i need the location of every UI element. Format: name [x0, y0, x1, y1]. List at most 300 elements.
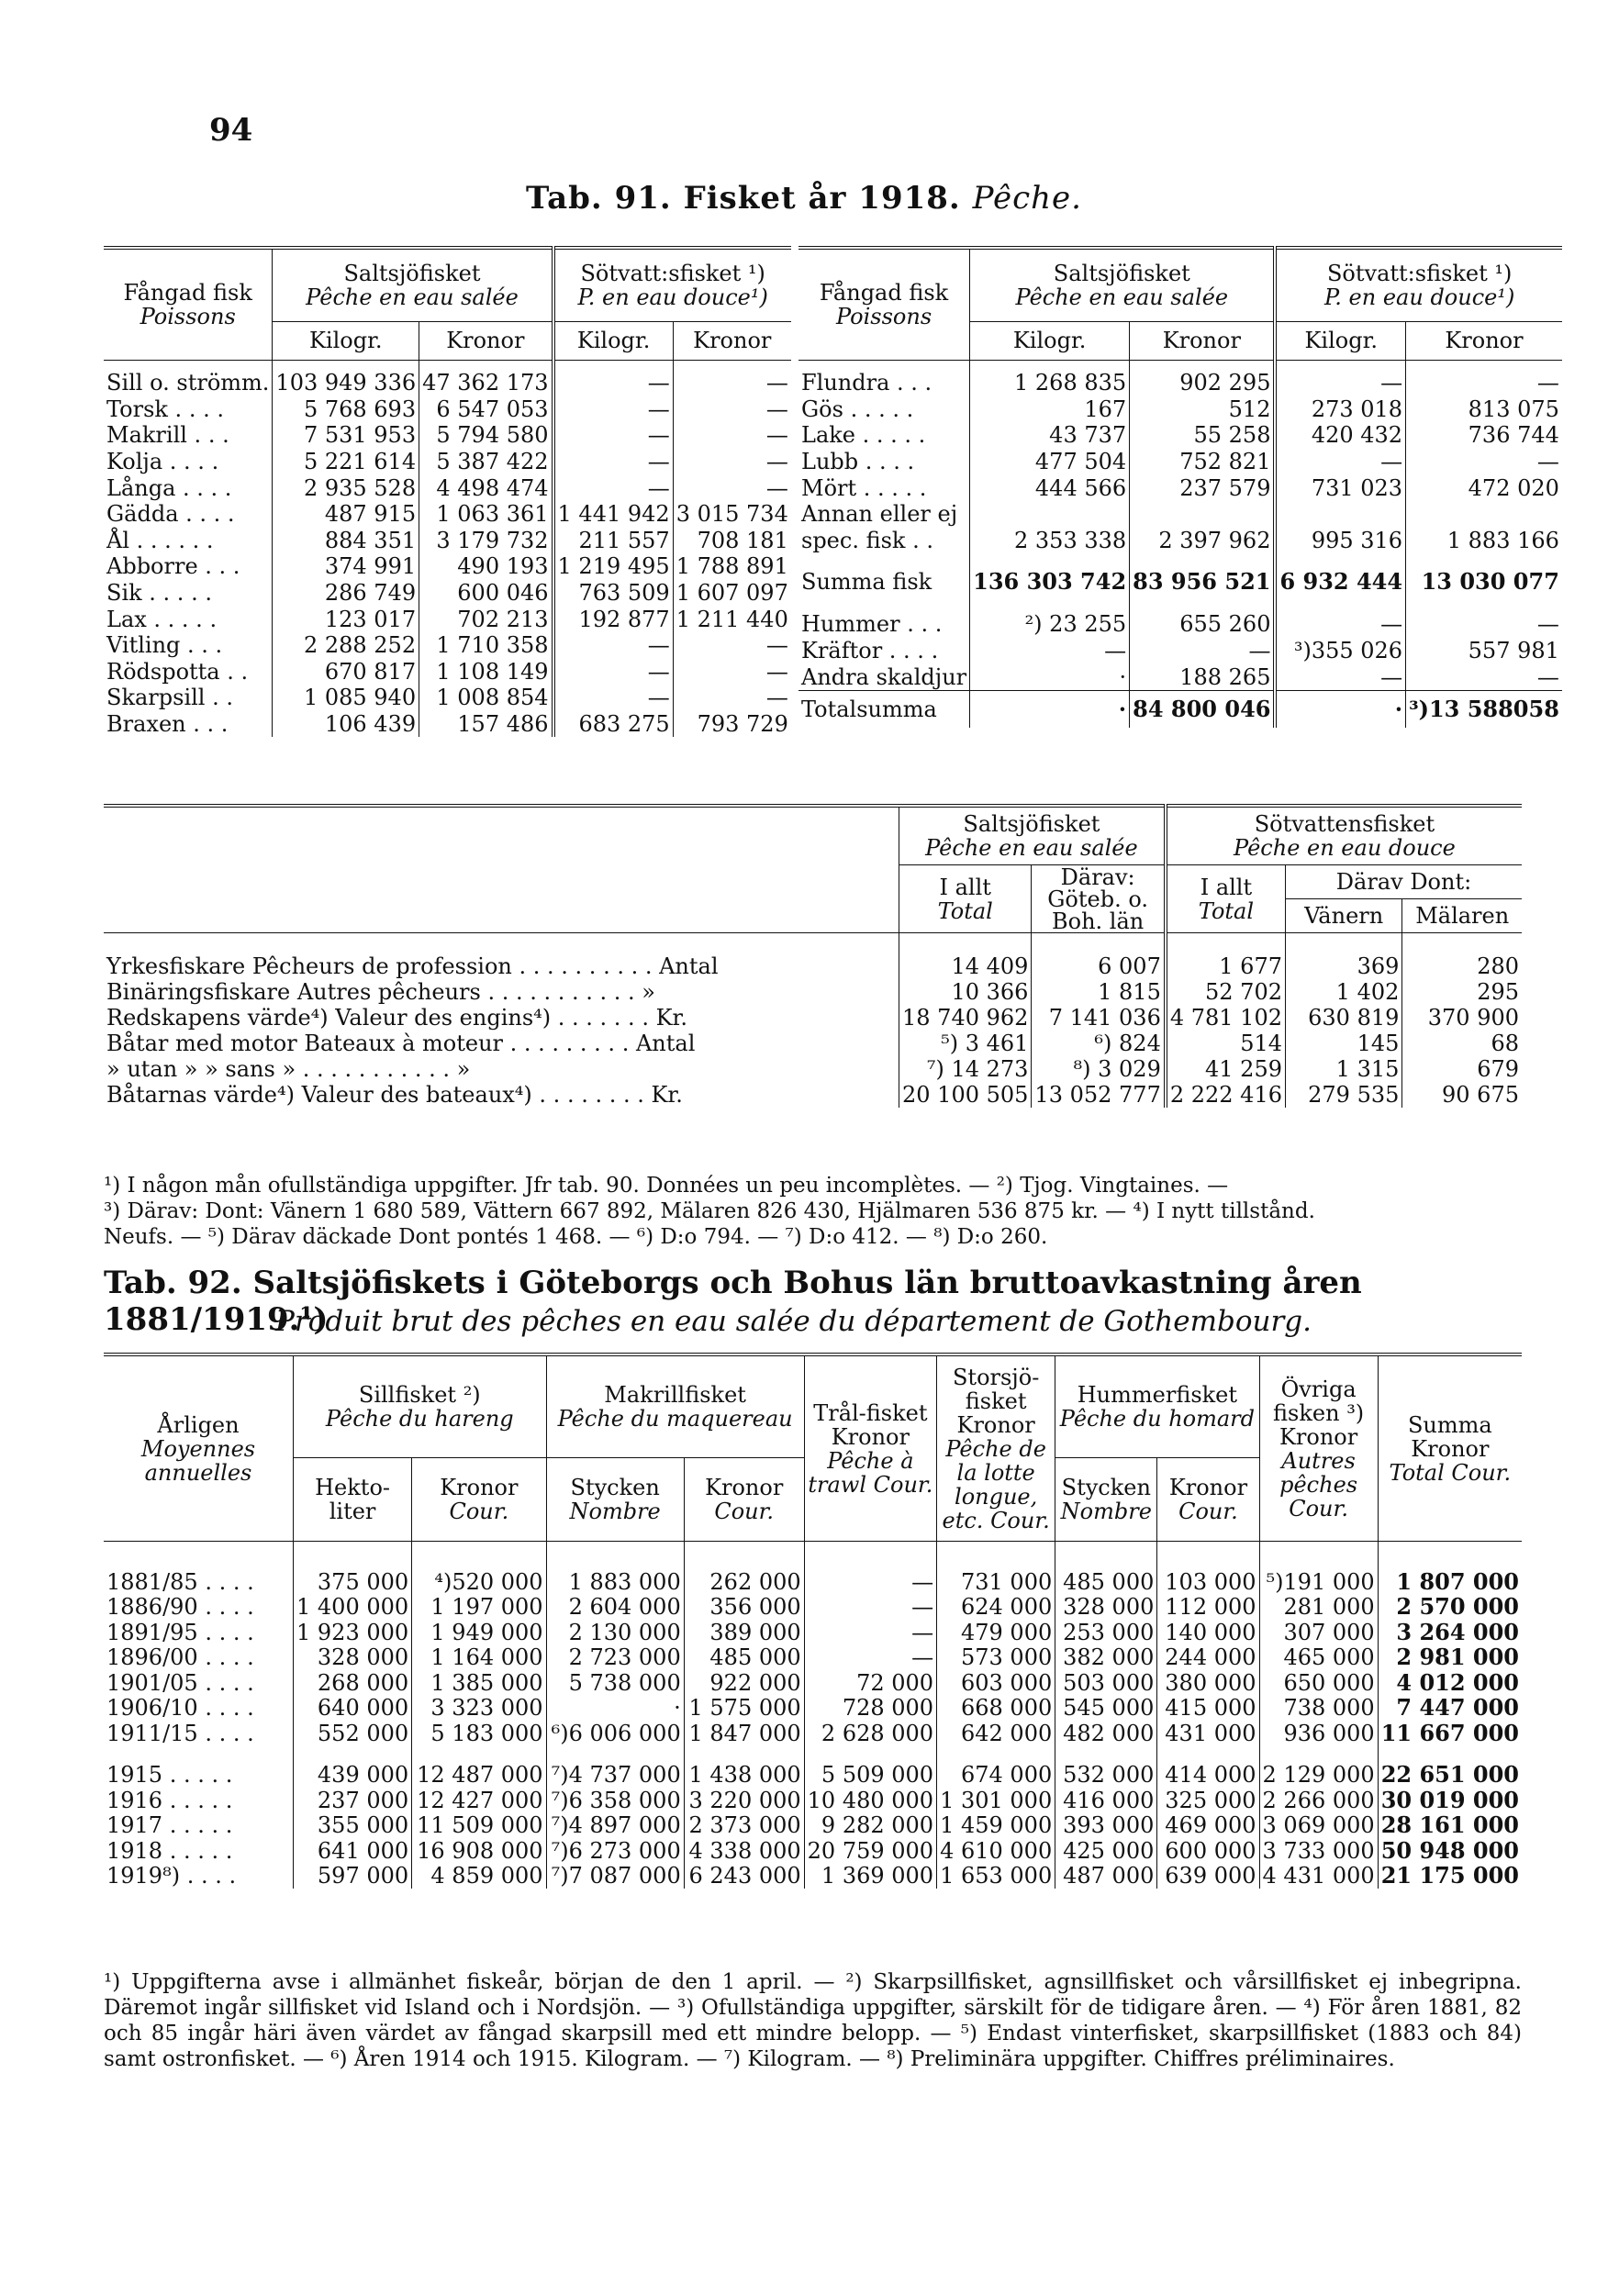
table-row: [104, 553, 791, 580]
sill-hektoliter: 597 000: [294, 1864, 412, 1889]
tral-kronor: —: [804, 1569, 936, 1595]
fish-name: Sill o. strömm.: [104, 370, 273, 396]
hummer-stycken: 532 000: [1055, 1746, 1157, 1789]
salt-kilogr: ²) 23 255: [970, 610, 1130, 637]
fish-name: Totalsumma: [798, 691, 970, 729]
col-kilogr-2: Kilogr.: [553, 321, 674, 360]
col-saltsjofisket-fr: Pêche en eau salée: [306, 284, 519, 310]
tab91-title: [0, 180, 1608, 217]
table-row: [798, 528, 1562, 554]
table-row: [798, 370, 1562, 396]
sot-kilogr: ³)355 026: [1275, 637, 1405, 663]
col-kronor-2: Kronor: [693, 328, 772, 354]
salt-kilogr: 5 768 693: [273, 396, 419, 423]
makrill-stycken: ⁶)6 006 000: [546, 1721, 684, 1746]
ovriga-kronor: 3 069 000: [1259, 1813, 1378, 1839]
makrill-kronor: 3 220 000: [684, 1788, 804, 1813]
table-row: [798, 474, 1562, 501]
col-poissons-r: Poissons: [835, 304, 932, 329]
table-row: [104, 1056, 1522, 1082]
tab91-right-table: [798, 246, 1562, 728]
fish-name: Kräftor . . . .: [798, 637, 970, 663]
table-row: [104, 1595, 1522, 1621]
sot-kilogr: —: [1275, 370, 1405, 396]
sot-kronor: —: [765, 449, 788, 475]
ovriga-kronor: 307 000: [1259, 1620, 1378, 1645]
sot-malaren: 68: [1491, 1031, 1519, 1056]
fish-name: Lax . . . . .: [104, 606, 273, 632]
summa-kronor: 4 012 000: [1396, 1668, 1519, 1696]
salt-kilogr: ·: [970, 663, 1130, 691]
sill-kronor: 1 197 000: [412, 1595, 546, 1621]
table-row: [104, 422, 791, 449]
col-lower-total-2: Total: [1198, 897, 1255, 924]
col-hummer-cour: Cour.: [1178, 1499, 1238, 1524]
storsjo-kronor: 1 301 000: [937, 1788, 1055, 1813]
salt-kronor: 1 008 854: [419, 685, 553, 711]
makrill-stycken: 2 604 000: [546, 1595, 684, 1621]
salt-goteborg: 6 007: [1032, 953, 1166, 979]
hummer-kronor: 415 000: [1157, 1696, 1259, 1722]
fish-name: Annan eller ej: [798, 501, 970, 528]
col-kilogr: Kilogr.: [273, 321, 419, 360]
summa-row: [798, 553, 1562, 610]
salt-kronor: 1 108 149: [419, 659, 553, 685]
sot-malaren: 370 900: [1427, 1005, 1519, 1031]
table-row: [104, 1620, 1522, 1645]
sot-kronor: —: [1536, 449, 1559, 475]
sot-kilogr: —: [553, 685, 674, 711]
sot-kronor: —: [1536, 370, 1559, 396]
salt-kronor: 2 397 962: [1130, 528, 1276, 554]
tab91-note-1: ¹) I någon mån ofullständiga uppgifter. Jfr tab. 90. Données un peu incomplètes. — ²) Tjog. Vingtaines. —: [104, 1174, 1229, 1198]
col-lower-darav: Därav:: [1060, 864, 1135, 890]
col-kronor: Kronor: [419, 321, 553, 360]
salt-kronor: 655 260: [1130, 610, 1276, 637]
sot-malaren: 295: [1477, 979, 1519, 1005]
table-row: [104, 528, 791, 554]
col-hummer-kronor: Kronor: [1168, 1475, 1248, 1500]
fish-name: Makrill . . .: [104, 422, 273, 449]
sot-kronor: 793 729: [697, 711, 788, 738]
row-label: Båtarnas värde⁴) Valeur des bateaux⁴) . . . . . . . . Kr.: [104, 1082, 899, 1108]
table-row: [104, 580, 791, 607]
salt-kilogr: —: [970, 637, 1130, 663]
salt-kilogr: ·: [970, 691, 1130, 729]
sot-total: 514: [1166, 1031, 1286, 1056]
row-label: Redskapens värde⁴) Valeur des engins⁴) . . . . . . . Kr.: [104, 1005, 899, 1031]
hummer-kronor: 600 000: [1157, 1838, 1259, 1864]
salt-goteborg: ⁶) 824: [1032, 1031, 1166, 1056]
sot-total: 2 222 416: [1166, 1082, 1286, 1108]
hummer-stycken: 485 000: [1055, 1569, 1157, 1595]
salt-kronor: 490 193: [419, 553, 553, 580]
storsjo-kronor: 624 000: [937, 1595, 1055, 1621]
makrill-stycken: ⁷)6 358 000: [546, 1788, 684, 1813]
sot-vanern: 1 315: [1286, 1056, 1402, 1082]
col-fangad-fisk-r: Fångad fisk: [819, 280, 949, 306]
salt-kronor: 1 710 358: [419, 632, 553, 659]
summa-kronor: 28 161 000: [1380, 1811, 1519, 1839]
summa-kronor: 2 570 000: [1396, 1593, 1519, 1621]
ovriga-kronor: 2 129 000: [1259, 1746, 1378, 1789]
sot-kronor: —: [765, 396, 788, 422]
sot-vanern: 369: [1286, 953, 1402, 979]
tral-kronor: 10 480 000: [804, 1788, 936, 1813]
period: 1917 . . . . .: [104, 1813, 294, 1839]
sot-kilogr: —: [553, 449, 674, 475]
ovriga-kronor: 2 266 000: [1259, 1788, 1378, 1813]
hummer-kronor: 103 000: [1157, 1569, 1259, 1595]
fish-name: Gädda . . . .: [104, 501, 273, 528]
makrill-stycken: 1 883 000: [546, 1569, 684, 1595]
tab92-body: [104, 1542, 1522, 1889]
sot-kilogr: ·: [1275, 691, 1405, 729]
summa-kronor: 50 948 000: [1380, 1836, 1519, 1864]
salt-kilogr: 106 439: [273, 711, 419, 738]
row-label: Binäringsfiskare Autres pêcheurs . . . . . . . . . . . »: [104, 979, 899, 1005]
spacer-row: [104, 1542, 1522, 1570]
sot-kronor: 736 744: [1468, 422, 1559, 449]
summa-kronor: 1 807 000: [1396, 1567, 1519, 1595]
storsjo-kronor: 674 000: [937, 1746, 1055, 1789]
hummer-kronor: 414 000: [1157, 1746, 1259, 1789]
storsjo-kronor: 573 000: [937, 1645, 1055, 1671]
table-row: [104, 632, 791, 659]
sill-kronor: 1 164 000: [412, 1645, 546, 1671]
storsjo-kronor: 642 000: [937, 1721, 1055, 1746]
ovriga-kronor: 936 000: [1259, 1721, 1378, 1746]
spacer-row: [104, 361, 791, 371]
makrill-kronor: 4 338 000: [684, 1838, 804, 1864]
fish-name: Andra skaldjur: [798, 663, 970, 691]
makrill-stycken: ⁷)6 273 000: [546, 1838, 684, 1864]
table-row: [104, 1031, 1522, 1056]
sot-kilogr: 1 219 495: [553, 553, 674, 580]
salt-goteborg: 13 052 777: [1032, 1082, 1166, 1108]
sill-hektoliter: 328 000: [294, 1645, 412, 1671]
hummer-kronor: 244 000: [1157, 1645, 1259, 1671]
fish-name: spec. fisk . .: [798, 528, 970, 554]
sot-kilogr: 1 441 942: [553, 501, 674, 528]
tral-kronor: 9 282 000: [804, 1813, 936, 1839]
table-row: [798, 396, 1562, 423]
tab91-notes: [104, 1173, 1522, 1250]
col-kronor-r2: Kronor: [1445, 328, 1524, 354]
ovriga-kronor: 4 431 000: [1259, 1864, 1378, 1889]
salt-kronor: 55 258: [1130, 422, 1276, 449]
fish-name: Långa . . . .: [104, 474, 273, 501]
table-row: [798, 422, 1562, 449]
salt-kronor: [1130, 501, 1276, 528]
makrill-kronor: 2 373 000: [684, 1813, 804, 1839]
col-saltsjofisket: Saltsjöfisket: [343, 260, 481, 286]
makrill-kronor: 1 847 000: [684, 1721, 804, 1746]
table-row: [798, 449, 1562, 475]
col-lower-goteb: Göteb. o. Boh. län: [1047, 886, 1148, 934]
sot-kronor: 557 981: [1468, 637, 1559, 663]
hummer-stycken: 487 000: [1055, 1864, 1157, 1889]
sot-kronor: 3 015 734: [676, 501, 788, 528]
salt-kilogr: 487 915: [273, 501, 419, 528]
fish-name: Rödspotta . .: [104, 659, 273, 685]
tral-kronor: —: [804, 1595, 936, 1621]
salt-kronor: 188 265: [1130, 663, 1276, 691]
sot-kilogr: 192 877: [553, 606, 674, 632]
salt-kronor: 83 956 521: [1130, 553, 1276, 610]
sot-vanern: 1 402: [1286, 979, 1402, 1005]
col-makrillfisket: Makrillfisket: [604, 1382, 746, 1408]
table-row: [798, 663, 1562, 691]
hummer-kronor: 431 000: [1157, 1721, 1259, 1746]
col-lower-total: Total: [937, 897, 993, 924]
storsjo-kronor: 4 610 000: [937, 1838, 1055, 1864]
sot-kronor: —: [1536, 610, 1559, 637]
tral-kronor: —: [804, 1645, 936, 1671]
sill-hektoliter: 1 923 000: [294, 1620, 412, 1645]
row-label: Yrkesfiskare Pêcheurs de profession . . . . . . . . . . Antal: [104, 953, 899, 979]
storsjo-kronor: 1 653 000: [937, 1864, 1055, 1889]
salt-total: ⁵) 3 461: [899, 1031, 1032, 1056]
period: 1901/05 . . . .: [104, 1670, 294, 1696]
sot-kronor: 1 788 891: [676, 553, 788, 580]
col-kronor-r: Kronor: [1130, 321, 1276, 360]
sot-vanern: 279 535: [1286, 1082, 1402, 1108]
fish-name: Vitling . . .: [104, 632, 273, 659]
sot-kilogr: —: [553, 474, 674, 501]
table-row: [104, 370, 791, 396]
sot-kilogr: 763 509: [553, 580, 674, 607]
storsjo-kronor: 668 000: [937, 1696, 1055, 1722]
sill-hektoliter: 439 000: [294, 1746, 412, 1789]
sot-malaren: 90 675: [1442, 1082, 1519, 1108]
salt-kronor: 512: [1130, 396, 1276, 423]
salt-kilogr: 444 566: [970, 474, 1130, 501]
table-row: [104, 1569, 1522, 1595]
table-row: [104, 1788, 1522, 1813]
sill-hektoliter: 641 000: [294, 1838, 412, 1864]
sot-kilogr: 273 018: [1275, 396, 1405, 423]
table-row: [104, 1746, 1522, 1789]
salt-total: 14 409: [899, 953, 1032, 979]
salt-kronor: 600 046: [419, 580, 553, 607]
ovriga-kronor: 650 000: [1259, 1670, 1378, 1696]
sot-kilogr: —: [1275, 663, 1405, 691]
table-row: [104, 1082, 1522, 1108]
row-label: » utan » » sans » . . . . . . . . . . . »: [104, 1056, 899, 1082]
sot-total: 4 781 102: [1166, 1005, 1286, 1031]
salt-kronor: —: [1130, 637, 1276, 663]
tab92-notes: ¹) Uppgifterna avse i allmänhet fiskeår, början de den 1 april. — ²) Skarpsillfisket, agnsillfisket och vårsillfisket ej inbegripna. Däremot ingår sillfisket vid Island och i Nordsjön. — ³) Ofullständiga uppgifter, särskilt för de tidigare åren. — ⁴) För åren 1881, 82 och 85 ingår häri även värdet av fångad skarpsill med ett mindre belopp. — ⁵) Endast vinterfisket, skarpsillfisket (1883 och 84) samt ostronfisket. — ⁶) Åren 1914 och 1915. Kilogram. — ⁷) Kilogram. — ⁸) Preliminära uppgifter. Chiffres préliminaires.: [104, 1970, 1522, 2071]
sot-vanern: 145: [1286, 1031, 1402, 1056]
makrill-kronor: 6 243 000: [684, 1864, 804, 1889]
table-row: [104, 1813, 1522, 1839]
salt-kronor: 5 387 422: [419, 449, 553, 475]
sot-kronor: —: [765, 658, 788, 685]
sot-kilogr: 995 316: [1275, 528, 1405, 554]
salt-kilogr: [970, 501, 1130, 528]
col-hektoliter: Hekto-liter: [294, 1458, 412, 1542]
ovriga-kronor: 738 000: [1259, 1696, 1378, 1722]
salt-goteborg: ⁸) 3 029: [1032, 1056, 1166, 1082]
table-row: [104, 606, 791, 632]
sot-kilogr: 211 557: [553, 528, 674, 554]
salt-kronor: 702 213: [419, 606, 553, 632]
hummer-stycken: 328 000: [1055, 1595, 1157, 1621]
tral-kronor: 20 759 000: [804, 1838, 936, 1864]
period: 1906/10 . . . .: [104, 1696, 294, 1722]
sill-kronor: 1 949 000: [412, 1620, 546, 1645]
ovriga-kronor: 3 733 000: [1259, 1838, 1378, 1864]
sot-kronor: 13 030 077: [1421, 568, 1559, 596]
table-row: [798, 610, 1562, 637]
salt-kilogr: 670 817: [273, 659, 419, 685]
sot-kronor: 1 607 097: [676, 580, 788, 607]
table-row: [104, 685, 791, 711]
salt-kilogr: 2 353 338: [970, 528, 1130, 554]
salt-kronor: 5 794 580: [419, 422, 553, 449]
makrill-kronor: 389 000: [684, 1620, 804, 1645]
tab91-note-2: ³) Därav: Dont: Vänern 1 680 589, Vättern 667 892, Mälaren 826 430, Hjälmaren 536 875 kr. — ⁴) I nytt tillstånd.: [104, 1199, 1315, 1223]
col-summa-fr: Total Cour.: [1389, 1459, 1512, 1486]
sill-kronor: 1 385 000: [412, 1670, 546, 1696]
sill-hektoliter: 268 000: [294, 1670, 412, 1696]
tral-kronor: 72 000: [804, 1670, 936, 1696]
hummer-stycken: 425 000: [1055, 1838, 1157, 1864]
summa-kronor: 3 264 000: [1396, 1618, 1519, 1645]
sill-hektoliter: 355 000: [294, 1813, 412, 1839]
tab91-note-3: Neufs. — ⁵) Därav däckade Dont pontés 1 468. — ⁶) D:o 794. — ⁷) D:o 412. — ⁸) D:o 260.: [104, 1225, 1048, 1249]
period: 1891/95 . . . .: [104, 1620, 294, 1645]
salt-kronor: 752 821: [1130, 449, 1276, 475]
tab91-right-body: [798, 361, 1562, 729]
sot-kronor: [1406, 501, 1562, 528]
sot-total: 1 677: [1166, 953, 1286, 979]
hummer-kronor: 112 000: [1157, 1595, 1259, 1621]
storsjo-kronor: 1 459 000: [937, 1813, 1055, 1839]
sot-kronor: —: [765, 474, 788, 501]
salt-kilogr: 286 749: [273, 580, 419, 607]
salt-kilogr: 167: [970, 396, 1130, 423]
table-row: [104, 1670, 1522, 1696]
period: 1896/00 . . . .: [104, 1645, 294, 1671]
sill-kronor: 12 487 000: [412, 1746, 546, 1789]
makrill-kronor: 1 575 000: [684, 1696, 804, 1722]
hummer-kronor: 380 000: [1157, 1670, 1259, 1696]
sot-malaren: 280: [1477, 953, 1519, 979]
sot-kronor: 1 211 440: [676, 606, 788, 632]
tral-kronor: 1 369 000: [804, 1864, 936, 1889]
fish-name: Lubb . . . .: [798, 449, 970, 475]
period: 1916 . . . . .: [104, 1788, 294, 1813]
table-row: [104, 659, 791, 685]
col-hummer-nombre: Nombre: [1060, 1499, 1152, 1524]
col-poissons: Poissons: [140, 304, 236, 329]
hummer-stycken: 382 000: [1055, 1645, 1157, 1671]
table-row: [104, 1838, 1522, 1864]
table-row: [104, 953, 1522, 979]
period: 1881/85 . . . .: [104, 1569, 294, 1595]
fish-name: Mört . . . . .: [798, 474, 970, 501]
salt-kilogr: 7 531 953: [273, 422, 419, 449]
table-row: [104, 979, 1522, 1005]
storsjo-kronor: 479 000: [937, 1620, 1055, 1645]
salt-kronor: 47 362 173: [419, 370, 553, 396]
col-storsjofisket-fr: Pêche de la lotte longue, etc. Cour.: [942, 1435, 1050, 1533]
col-sotvattensfisket-fr-r: P. en eau douce¹): [1324, 284, 1515, 310]
fish-name: Kolja . . . .: [104, 449, 273, 475]
tab91-left-body: [104, 361, 791, 738]
col-kilogr-r: Kilogr.: [970, 321, 1130, 360]
sot-kronor: 472 020: [1468, 474, 1559, 501]
summa-kronor: 7 447 000: [1396, 1694, 1519, 1722]
makrill-kronor: 356 000: [684, 1595, 804, 1621]
col-lower-saltsjo-fr: Pêche en eau salée: [925, 835, 1138, 861]
makrill-kronor: 485 000: [684, 1645, 804, 1671]
tab91-title-main: Fisket år 1918.: [683, 180, 961, 217]
hummer-stycken: 503 000: [1055, 1670, 1157, 1696]
summa-kronor: 21 175 000: [1380, 1862, 1519, 1889]
tab91-number: Tab. 91.: [526, 180, 672, 217]
sot-kilogr: 683 275: [553, 711, 674, 738]
salt-total: 18 740 962: [899, 1005, 1032, 1031]
col-makrill-kronor: Kronor: [705, 1475, 784, 1500]
ovriga-kronor: 281 000: [1259, 1595, 1378, 1621]
fish-name: Sik . . . . .: [104, 580, 273, 607]
col-hummer-stycken: Stycken: [1061, 1475, 1151, 1500]
tab92-table: [104, 1353, 1522, 1889]
col-tralfisket: Trål-fisket Kronor: [813, 1399, 928, 1450]
fish-name: Summa fisk: [798, 553, 970, 610]
makrill-kronor: 262 000: [684, 1569, 804, 1595]
fish-name: Skarpsill . .: [104, 685, 273, 711]
hummer-stycken: 545 000: [1055, 1696, 1157, 1722]
sot-kilogr: —: [1275, 610, 1405, 637]
salt-kilogr: 103 949 336: [273, 370, 419, 396]
sill-hektoliter: 375 000: [294, 1569, 412, 1595]
col-lower-darav-dont: Därav Dont:: [1335, 869, 1472, 895]
hummer-stycken: 416 000: [1055, 1788, 1157, 1813]
table-row: [104, 1721, 1522, 1746]
tab91-title-fr: Pêche.: [972, 180, 1082, 217]
sill-kronor: 16 908 000: [412, 1838, 546, 1864]
salt-kilogr: 477 504: [970, 449, 1130, 475]
fish-name: Lake . . . . .: [798, 422, 970, 449]
col-lower-iallt: I allt: [939, 874, 991, 900]
hummer-stycken: 393 000: [1055, 1813, 1157, 1839]
sot-total: 52 702: [1166, 979, 1286, 1005]
salt-kilogr: 1 085 940: [273, 685, 419, 711]
sill-kronor: 4 859 000: [412, 1864, 546, 1889]
hummer-stycken: 253 000: [1055, 1620, 1157, 1645]
salt-kilogr: 884 351: [273, 528, 419, 554]
salt-kronor: 1 063 361: [419, 501, 553, 528]
col-sotvattensfisket-r: Sötvatt:sfisket ¹): [1326, 260, 1513, 286]
makrill-kronor: 922 000: [684, 1670, 804, 1696]
col-moyennes: Moyennes annuelles: [140, 1435, 256, 1486]
salt-kilogr: 2 288 252: [273, 632, 419, 659]
col-storsjofisket: Storsjö-fisket Kronor: [952, 1364, 1040, 1438]
salt-goteborg: 1 815: [1032, 979, 1166, 1005]
sot-kronor: —: [765, 370, 788, 396]
total-row: [798, 691, 1562, 729]
tral-kronor: —: [804, 1620, 936, 1645]
sot-kronor: 1 883 166: [1446, 527, 1559, 553]
hummer-kronor: 469 000: [1157, 1813, 1259, 1839]
sill-kronor: 3 323 000: [412, 1696, 546, 1722]
sot-total: 41 259: [1166, 1056, 1286, 1082]
sot-kronor: 708 181: [697, 527, 788, 553]
